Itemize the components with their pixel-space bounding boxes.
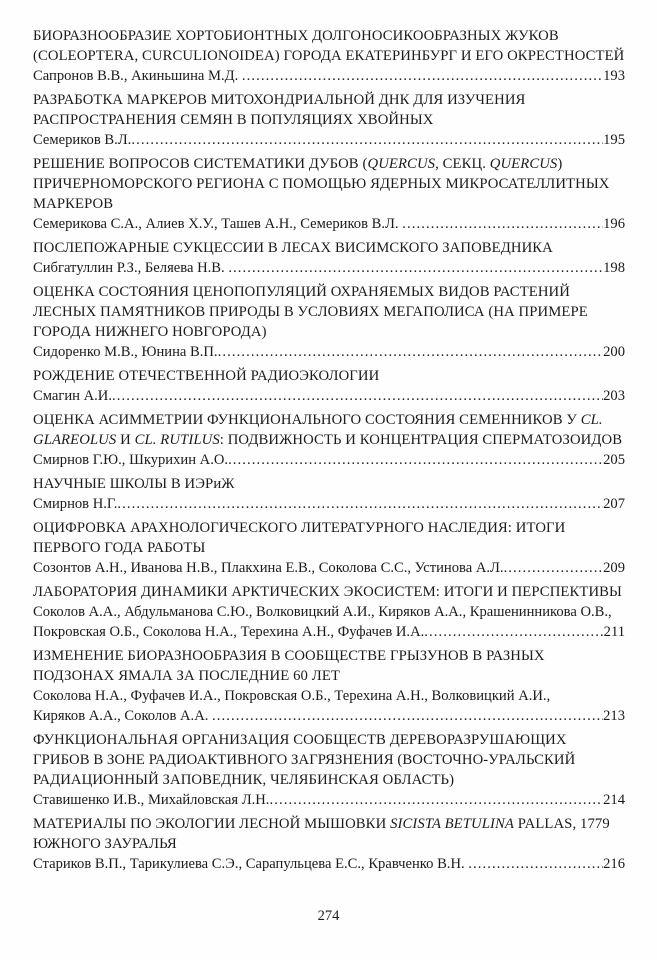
title-text: ЛЕСНЫХ ПАМЯТНИКОВ ПРИРОДЫ В УСЛОВИЯХ МЕГАПОЛИСА (НА ПРИМЕРЕ <box>33 304 588 320</box>
toc-entry-title <box>33 410 625 450</box>
title-text: ФУНКЦИОНАЛЬНАЯ ОРГАНИЗАЦИЯ СООБЩЕСТВ ДЕРЕВОРАЗРУШАЮЩИХ <box>33 732 567 748</box>
title-text: МАТЕРИАЛЫ ПО ЭКОЛОГИИ ЛЕСНОЙ МЫШОВКИ <box>33 816 391 832</box>
toc-entry <box>33 366 625 406</box>
toc-entry-authors <box>33 494 625 514</box>
toc-entry-title <box>33 90 625 130</box>
title-text: ПЕРВОГО ГОДА РАБОТЫ <box>33 540 206 556</box>
toc-title-line <box>33 770 625 790</box>
toc-title-line <box>33 538 625 558</box>
title-text: ОЦЕНКА АСИММЕТРИИ ФУНКЦИОНАЛЬНОГО СОСТОЯНИЯ СЕМЕННИКОВ У <box>33 412 581 428</box>
toc-author-line <box>33 130 625 150</box>
toc-page-ref: 207 <box>603 496 625 512</box>
toc-page-ref: 211 <box>603 624 625 640</box>
toc-title-line <box>33 282 625 302</box>
toc-page-ref: 205 <box>603 452 625 468</box>
toc-entry-authors <box>33 214 625 234</box>
toc-entry-authors <box>33 450 625 470</box>
page-footer <box>0 906 657 926</box>
title-text: БИОРАЗНООБРАЗИЕ ХОРТОБИОНТНЫХ ДОЛГОНОСИКООБРАЗНЫХ ЖУКОВ <box>33 28 559 44</box>
toc-entry <box>33 474 625 514</box>
toc-page-ref: 203 <box>603 388 625 404</box>
table-of-contents <box>33 26 625 878</box>
dot-leader <box>228 258 603 278</box>
toc-title-line <box>33 518 625 538</box>
dot-leader <box>117 494 603 514</box>
title-text: : ПОДВИЖНОСТЬ И КОНЦЕНТРАЦИЯ СПЕРМАТОЗОИДОВ <box>219 432 623 448</box>
title-text: ГРИБОВ В ЗОНЕ РАДИОАКТИВНОГО ЗАГРЯЗНЕНИЯ (ВОСТОЧНО-УРАЛЬСКИЙ <box>33 752 576 768</box>
toc-author-line <box>33 706 625 726</box>
dot-leader <box>112 386 603 406</box>
authors-text: Смагин А.И. <box>33 388 112 404</box>
title-text: ЮЖНОГО ЗАУРАЛЬЯ <box>33 836 177 852</box>
toc-entry-authors <box>33 66 625 86</box>
toc-entry-authors <box>33 790 625 810</box>
title-text: ГОРОДА НИЖНЕГО НОВГОРОДА) <box>33 324 267 340</box>
toc-page-ref: 198 <box>603 260 625 276</box>
toc-title-line <box>33 174 625 194</box>
title-text: НАУЧНЫЕ ШКОЛЫ В ИЭРиЖ <box>33 476 235 492</box>
toc-entry <box>33 90 625 150</box>
title-text: , СЕКЦ. <box>435 156 490 172</box>
dot-leader <box>242 66 603 86</box>
toc-entry-authors <box>33 130 625 150</box>
toc-title-line <box>33 474 625 494</box>
toc-page-ref: 196 <box>603 216 625 232</box>
toc-author-line <box>33 258 625 278</box>
toc-author-line <box>33 558 625 578</box>
title-text: ПОСЛЕПОЖАРНЫЕ СУКЦЕССИИ В ЛЕСАХ ВИСИМСКОГО ЗАПОВЕДНИКА <box>33 240 553 256</box>
toc-entry <box>33 582 625 642</box>
dot-leader <box>212 706 603 726</box>
title-text: (COLEOPTERA, CURCULIONOIDEA) ГОРОДА ЕКАТЕРИНБУРГ И ЕГО ОКРЕСТНОСТЕЙ <box>33 48 625 64</box>
toc-page-ref: 200 <box>603 344 625 360</box>
toc-entry-title <box>33 730 625 790</box>
authors-text: Стариков В.П., Тарикулиева С.Э., Сарапульцева Е.С., Кравченко В.Н. <box>33 856 469 872</box>
toc-title-line <box>33 302 625 322</box>
toc-entry-title <box>33 646 625 686</box>
latin-taxon-name: SICISTA BETULINA <box>390 816 514 832</box>
toc-title-line <box>33 26 625 46</box>
latin-taxon-name: CL. RUTILUS <box>134 432 220 448</box>
toc-entry <box>33 26 625 86</box>
toc-entry-title <box>33 518 625 558</box>
toc-title-line <box>33 46 625 66</box>
authors-text: Семерикова С.А., Алиев Х.У., Ташев А.Н., Семериков В.Л. <box>33 216 403 232</box>
latin-taxon-name: CL. <box>580 412 603 428</box>
toc-entry-authors <box>33 854 625 874</box>
toc-title-line <box>33 366 625 386</box>
toc-title-line <box>33 110 625 130</box>
toc-entry <box>33 646 625 726</box>
title-text: ОЦЕНКА СОСТОЯНИЯ ЦЕНОПОПУЛЯЦИЙ ОХРАНЯЕМЫХ ВИДОВ РАСТЕНИЙ <box>33 284 570 300</box>
toc-title-line <box>33 322 625 342</box>
toc-title-line <box>33 154 625 174</box>
toc-author-line <box>33 386 625 406</box>
title-text: ) <box>557 156 563 172</box>
title-text: РОЖДЕНИЕ ОТЕЧЕСТВЕННОЙ РАДИОЭКОЛОГИИ <box>33 368 380 384</box>
dot-leader <box>468 854 603 874</box>
toc-page-ref: 193 <box>603 68 625 84</box>
authors-text: Сибгатуллин Р.З., Беляева Н.В. <box>33 260 229 276</box>
dot-leader <box>424 622 603 642</box>
toc-author-line <box>33 342 625 362</box>
toc-title-line <box>33 730 625 750</box>
dot-leader <box>269 790 603 810</box>
toc-title-line <box>33 430 625 450</box>
authors-text: Смирнов Г.Ю., Шкурихин А.О. <box>33 452 229 468</box>
toc-entry <box>33 410 625 470</box>
title-text: ЛАБОРАТОРИЯ ДИНАМИКИ АРКТИЧЕСКИХ ЭКОСИСТЕМ: ИТОГИ И ПЕРСПЕКТИВЫ <box>33 584 622 600</box>
toc-author-line <box>33 494 625 514</box>
title-text: РЕШЕНИЕ ВОПРОСОВ СИСТЕМАТИКИ ДУБОВ ( <box>33 156 368 172</box>
toc-entry-title <box>33 154 625 214</box>
toc-page-ref: 195 <box>603 132 625 148</box>
title-text: ИЗМЕНЕНИЕ БИОРАЗНООБРАЗИЯ В СООБЩЕСТВЕ ГРЫЗУНОВ В РАЗНЫХ <box>33 648 545 664</box>
toc-entry-title <box>33 282 625 342</box>
title-text: И <box>116 432 135 448</box>
toc-title-line <box>33 834 625 854</box>
title-text: ПРИЧЕРНОМОРСКОГО РЕГИОНА С ПОМОЩЬЮ ЯДЕРНЫХ МИКРОСАТЕЛЛИТНЫХ <box>33 176 610 192</box>
toc-author-line <box>33 450 625 470</box>
toc-entry-title <box>33 366 625 386</box>
authors-text: Сидоренко М.В., Юнина В.П. <box>33 344 218 360</box>
authors-text: Ставишенко И.В., Михайловская Л.Н. <box>33 792 270 808</box>
toc-entry-authors <box>33 686 625 726</box>
latin-taxon-name: QUERCUS <box>489 156 558 172</box>
toc-author-line: Соколова Н.А., Фуфачев И.А., Покровская О.Б., Терехина А.Н., Волковицкий А.И., <box>33 688 551 704</box>
dot-leader <box>402 214 603 234</box>
toc-entry <box>33 238 625 278</box>
toc-title-line <box>33 750 625 770</box>
toc-entry <box>33 730 625 810</box>
toc-entry <box>33 154 625 234</box>
dot-leader <box>504 558 604 578</box>
toc-title-line <box>33 90 625 110</box>
toc-entry-authors <box>33 258 625 278</box>
toc-page-ref: 216 <box>603 856 625 872</box>
latin-taxon-name: GLAREOLUS <box>33 432 117 448</box>
toc-title-line <box>33 646 625 666</box>
toc-title-line <box>33 814 625 834</box>
toc-entry-authors <box>33 602 625 642</box>
toc-page-ref: 209 <box>603 560 625 576</box>
authors-text: Смирнов Н.Г. <box>33 496 118 512</box>
toc-author-line <box>33 790 625 810</box>
authors-text: Семериков В.Л. <box>33 132 132 148</box>
authors-text: Покровская О.Б., Соколова Н.А., Терехина А.Н., Фуфачев И.А. <box>33 624 425 640</box>
title-text: МАРКЕРОВ <box>33 196 114 212</box>
toc-title-line <box>33 238 625 258</box>
toc-entry <box>33 814 625 874</box>
toc-author-line <box>33 214 625 234</box>
toc-entry-title <box>33 474 625 494</box>
toc-author-line <box>33 622 625 642</box>
toc-author-line <box>33 66 625 86</box>
dot-leader <box>131 130 603 150</box>
title-text: РАЗРАБОТКА МАРКЕРОВ МИТОХОНДРИАЛЬНОЙ ДНК ДЛЯ ИЗУЧЕНИЯ <box>33 92 526 108</box>
authors-text: Сапронов В.В., Акиньшина М.Д. <box>33 68 242 84</box>
authors-text: Киряков А.А., Соколов А.А. <box>33 708 213 724</box>
toc-page-ref: 213 <box>603 708 625 724</box>
title-text: ОЦИФРОВКА АРАХНОЛОГИЧЕСКОГО ЛИТЕРАТУРНОГО НАСЛЕДИЯ: ИТОГИ <box>33 520 566 536</box>
toc-entry-authors <box>33 386 625 406</box>
toc-entry-title <box>33 26 625 66</box>
dot-leader <box>228 450 603 470</box>
title-text: ПОДЗОНАХ ЯМАЛА ЗА ПОСЛЕДНИЕ 60 ЛЕТ <box>33 668 340 684</box>
page-number: 274 <box>317 908 340 924</box>
toc-entry <box>33 282 625 362</box>
toc-entry-title <box>33 238 625 258</box>
toc-author-line: Соколов А.А., Абдульманова С.Ю., Волковицкий А.И., Киряков А.А., Крашенинникова О.В., <box>33 604 612 620</box>
authors-text: Созонтов А.Н., Иванова Н.В., Плакхина Е.В., Соколова С.С., Устинова А.Л. <box>33 560 504 576</box>
title-text: РАСПРОСТРАНЕНИЯ СЕМЯН В ПОПУЛЯЦИЯХ ХВОЙНЫХ <box>33 112 434 128</box>
title-text: РАДИАЦИОННЫЙ ЗАПОВЕДНИК, ЧЕЛЯБИНСКАЯ ОБЛАСТЬ) <box>33 772 455 788</box>
toc-entry-authors <box>33 342 625 362</box>
toc-page-ref: 214 <box>603 792 625 808</box>
toc-author-line <box>33 854 625 874</box>
toc-title-line <box>33 666 625 686</box>
dot-leader <box>218 342 604 362</box>
title-text: PALLAS, 1779 <box>513 816 610 832</box>
toc-entry-authors <box>33 558 625 578</box>
toc-title-line <box>33 194 625 214</box>
toc-title-line <box>33 410 625 430</box>
toc-title-line <box>33 582 625 602</box>
toc-entry-title <box>33 814 625 854</box>
toc-entry <box>33 518 625 578</box>
latin-taxon-name: QUERCUS <box>367 156 436 172</box>
toc-entry-title <box>33 582 625 602</box>
